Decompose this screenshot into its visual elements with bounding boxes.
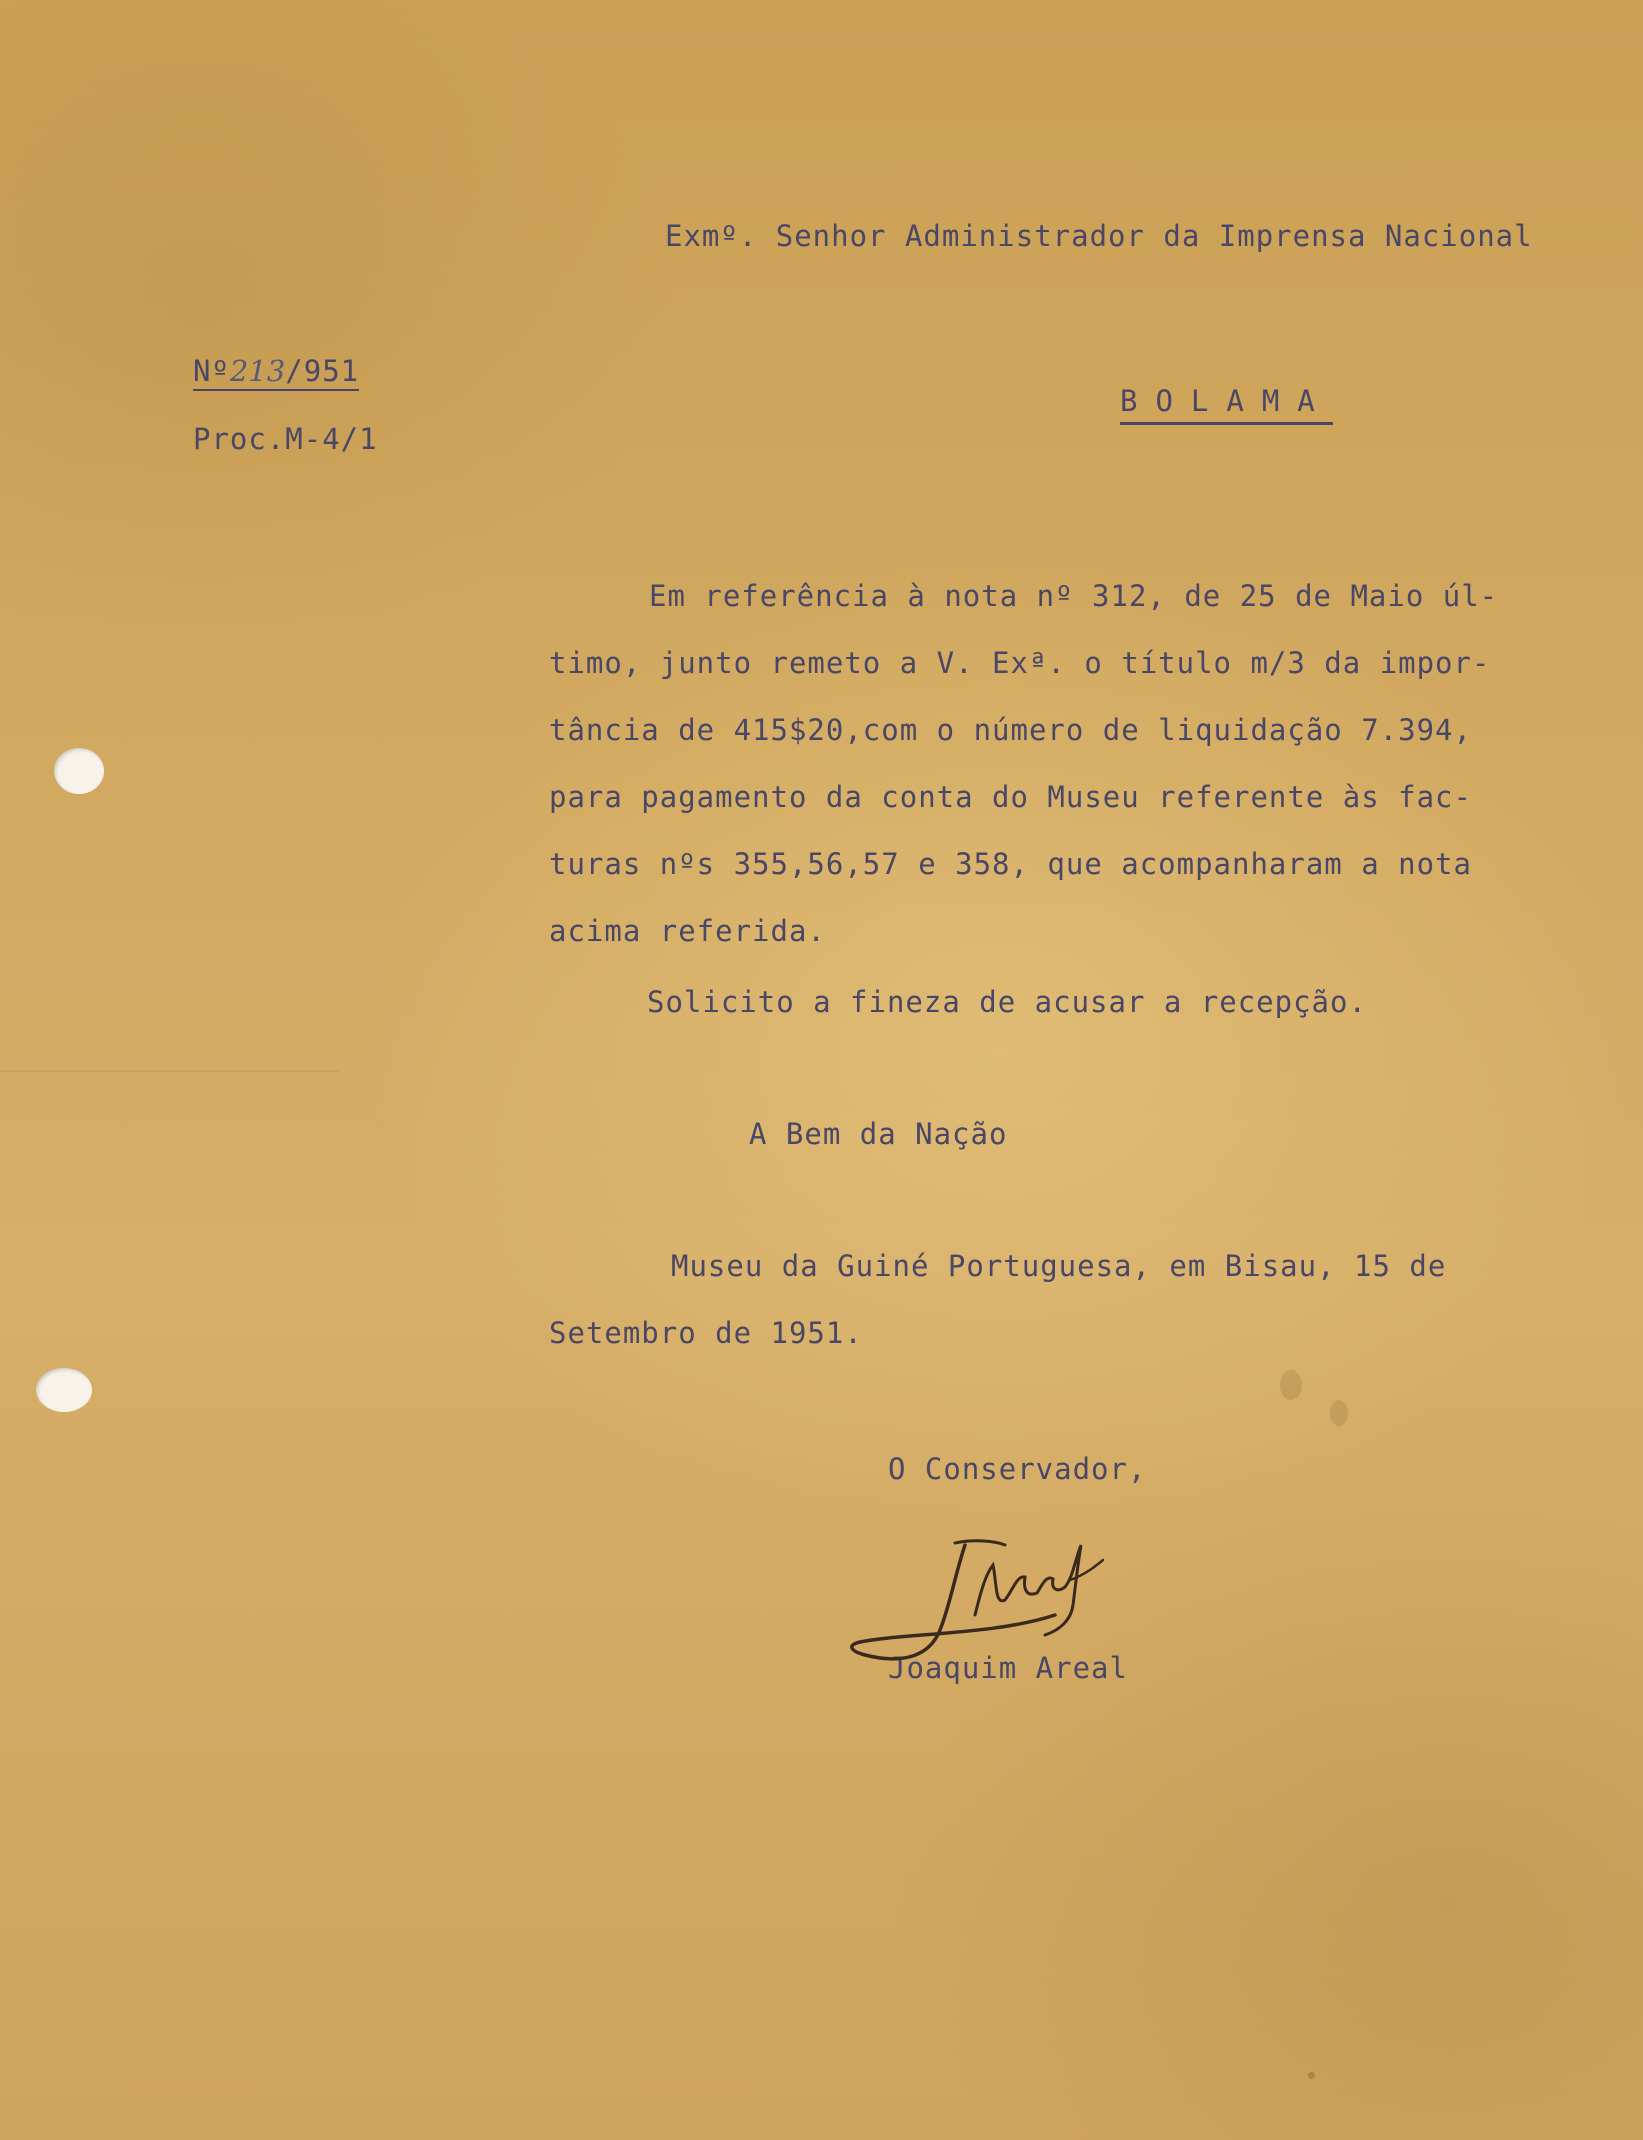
process-code: Proc.M-4/1: [193, 422, 378, 456]
body-line: Em referência à nota nº 312, de 25 de Maio úl-: [649, 579, 1499, 613]
addressee-line: Exmº. Senhor Administrador da Imprensa Nacional: [665, 219, 1533, 253]
place-and-date: [549, 1249, 1447, 1386]
body-line: para pagamento da conta do Museu referente às fac-: [549, 780, 1472, 814]
reference-suffix: /951: [285, 354, 360, 388]
request-line: Solicito a fineza de acusar a recepção.: [647, 985, 1367, 1019]
punch-hole: [54, 748, 104, 794]
handwritten-signature: [845, 1505, 1145, 1680]
destination-city: BOLAMA: [1120, 387, 1333, 425]
reference-handwritten-number: 213: [229, 354, 286, 388]
body-line: turas nºs 355,56,57 e 358, que acompanharam a nota: [549, 847, 1472, 881]
paper-fold: [0, 1070, 340, 1072]
reference-prefix: Nº: [193, 354, 230, 388]
body-line: timo, junto remeto a V. Exª. o título m/3 da impor-: [549, 646, 1491, 680]
closing-salutation: A Bem da Nação: [749, 1117, 1008, 1151]
letter-body: [549, 579, 1569, 984]
body-line: acima referida.: [549, 914, 826, 948]
place-date-line: Museu da Guiné Portuguesa, em Bisau, 15 de: [671, 1249, 1447, 1283]
punch-hole: [36, 1368, 92, 1412]
reference-number: [193, 354, 360, 391]
place-date-line: Setembro de 1951.: [549, 1316, 863, 1350]
signer-role: O Conservador,: [888, 1452, 1147, 1486]
body-line: tância de 415$20,com o número de liquidação 7.394,: [549, 713, 1472, 747]
signer-name: Joaquim Areal: [888, 1651, 1128, 1685]
stain: [1330, 1400, 1348, 1426]
ink-speck: [1308, 2072, 1315, 2079]
